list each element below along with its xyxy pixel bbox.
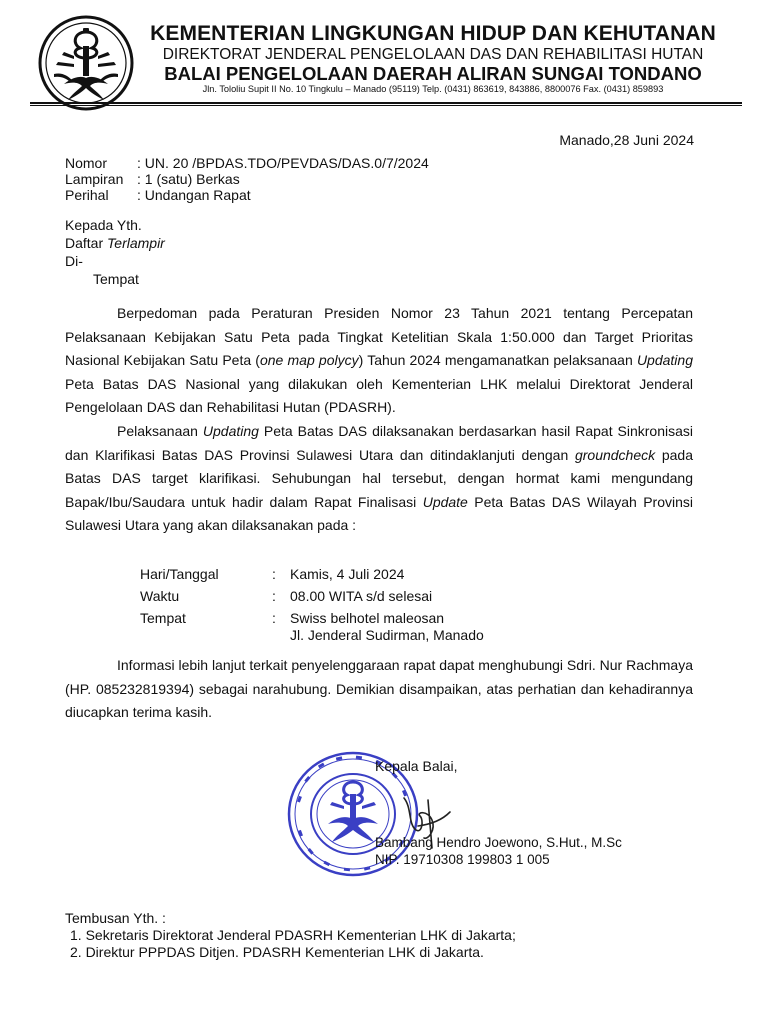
schedule-value-line2: Jl. Jenderal Sudirman, Manado [290,627,484,643]
letterhead-divider [30,102,742,104]
letter-meta [65,155,429,203]
meta-row-number [65,155,429,171]
schedule-value: 08.00 WITA s/d selesai [290,588,433,604]
ministry-emblem-icon [34,12,138,114]
text-run: Peta Batas DAS Wilayah Provinsi Sulawesi Utara yang akan dilaksanakan pada : [65,493,693,533]
carbon-copy-block [65,910,516,961]
office-title: BALAI PENGELOLAAN DAERAH ALIRAN SUNGAI TONDANO [164,63,702,84]
text-run: ) Tahun 2024 mengamanatkan pelaksanaan [358,352,637,368]
text-run-italic: one map polycy [259,352,359,368]
signatory-name: Bambang Hendro Joewono, S.Hut., M.Sc [375,835,622,850]
recipient-list [65,234,165,252]
body-paragraph-2 [65,420,693,538]
text-run-italic: groundcheck [574,446,656,463]
text-run: Peta Batas DAS Nasional yang dilakukan oleh Kementerian LHK melalui Direktorat Jenderal Pengelolaan DAS dan Rehabilitasi Hutan (PDASRH). [65,375,693,415]
schedule-colon: : [272,566,276,582]
recipient-block [65,216,165,288]
meta-key: Perihal [65,187,109,203]
recipient-list-italic: Terlampir [107,235,165,251]
office-address: Jln. Tololiu Supit II No. 10 Tingkulu – Manado (95119) Telp. (0431) 863619, 843886, 8800076 Fax. (0431) 859893 [202,84,664,94]
text-run-italic: Updating [202,423,259,439]
text-run: Pelaksanaan [117,423,203,439]
meta-key: Nomor [65,155,108,171]
body-paragraph-1 [65,302,693,420]
signatory-block [375,834,622,868]
list-item: 1. Sekretaris Direktorat Jenderal PDASRH Kementerian LHK di Jakarta; [70,927,516,943]
schedule-value: Kamis, 4 Juli 2024 [290,566,405,582]
recipient-place: Tempat [93,271,139,287]
ministry-title: KEMENTERIAN LINGKUNGAN HIDUP DAN KEHUTANAN [150,22,716,45]
body-paragraph-3 [65,654,693,725]
text-run-italic: Update [422,493,468,510]
carbon-copy-list [65,927,516,961]
text-run-italic: Updating [636,352,693,368]
carbon-copy-title: Tembusan Yth. : [65,910,166,926]
schedule-colon: : [272,588,276,604]
recipient-list-label: Daftar [65,235,108,251]
text-run: Informasi lebih lanjut terkait penyelenggaraan rapat dapat menghubungi Sdri. Nur Rachmaya (HP. 085232819394) sebagai narahubung. Demikian disampaikan, atas perhatian dan kehadirannya diucapkan terima kasih. [65,657,693,720]
text-run: Berpedoman pada Peraturan Presiden Nomor 23 Tahun 2021 tentang Percepatan Pelaksanaan Kebijakan Satu Peta pada Tingkat Ketelitian Skala 1:50.000 dan Target Prioritas Nasional Kebijakan Satu Peta ( [65,305,693,368]
meta-value: : 1 (satu) Berkas [137,171,240,187]
schedule-value: Swiss belhotel maleosan [290,610,445,626]
letter-date: Manado,28 Juni 2024 [559,132,694,148]
directorate-title: DIREKTORAT JENDERAL PENGELOLAAN DAS DAN REHABILITASI HUTAN [162,46,704,63]
schedule-colon: : [272,610,276,626]
schedule-key: Tempat [140,610,186,626]
signatory-title: Kepala Balai, [375,758,458,774]
schedule-key: Waktu [140,588,180,604]
meta-value: : UN. 20 /BPDAS.TDO/PEVDAS/DAS.0/7/2024 [137,155,429,171]
meta-key: Lampiran [65,171,124,187]
text-run: pada Batas DAS target klarifikasi. Sehubungan hal tersebut, dengan hormat kami mengundang Bapak/Ibu/Saudara untuk hadir dalam Rapat Finalisasi [65,446,693,510]
list-item: 2. Direktur PPPDAS Ditjen. PDASRH Kementerian LHK di Jakarta. [70,944,484,960]
meta-row-attachment [65,171,429,187]
signatory-nip: NIP. 19710308 199803 1 005 [375,852,550,867]
letterhead-divider-thin [30,105,742,106]
recipient-at: Di- [65,253,83,269]
recipient-salutation: Kepada Yth. [65,217,142,233]
meta-value: : Undangan Rapat [137,187,251,203]
schedule-key: Hari/Tanggal [140,566,219,582]
text-run: Peta Batas DAS dilaksanakan berdasarkan hasil Rapat Sinkronisasi dan Klarifikasi Batas DAS Provinsi Sulawesi Utara dan ditindaklanjuti dengan [65,423,693,463]
meta-row-subject [65,187,429,203]
